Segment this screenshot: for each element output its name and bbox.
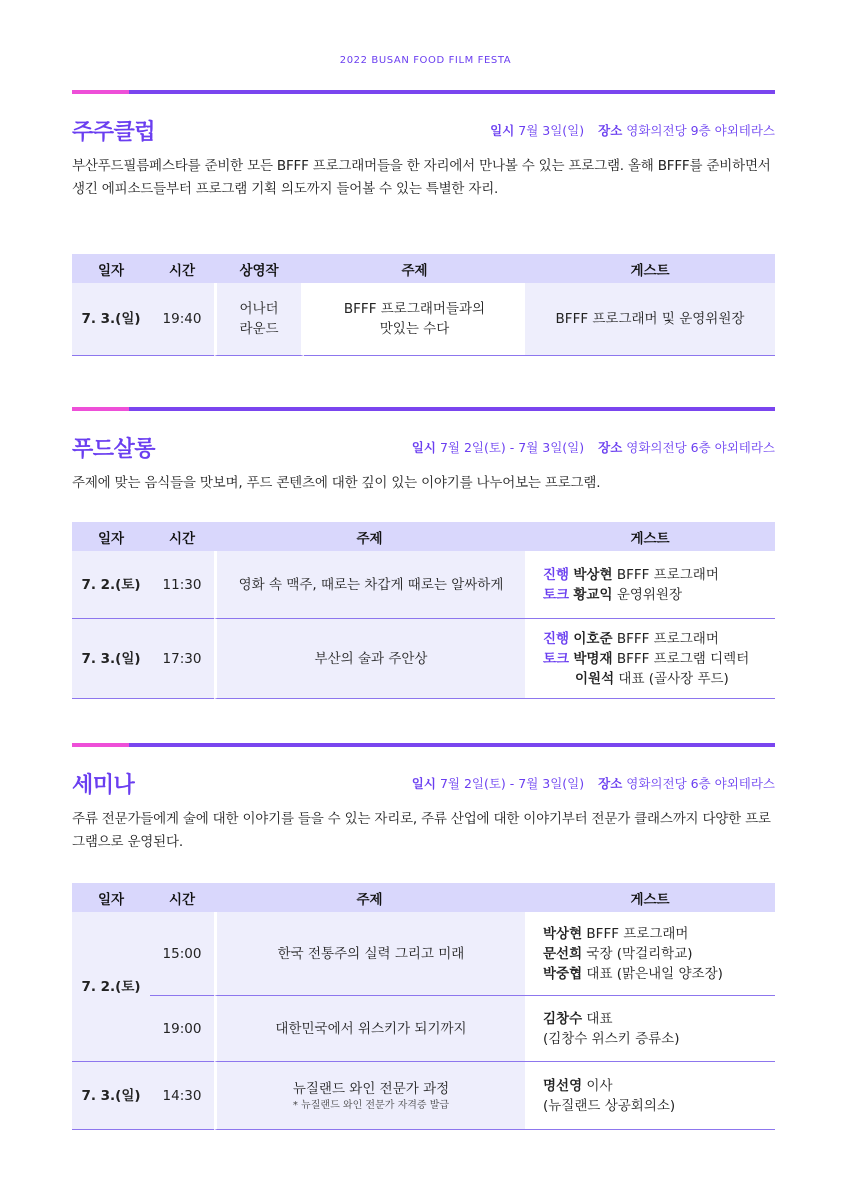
festival-header: 2022 BUSAN FOOD FILM FESTA [339, 55, 512, 66]
cell-time: 14:30 [150, 1062, 214, 1130]
guest-name: 이원석 [575, 670, 615, 687]
col-header: 주제 [304, 254, 525, 283]
topic-text: 뉴질랜드 와인 전문가 과정 [292, 1080, 450, 1097]
date-label: 일시 [411, 440, 436, 455]
guest-title: 국장 (막걸리학교) [586, 945, 693, 962]
guest-role: 토크 [543, 586, 570, 603]
venue-label: 장소 [598, 440, 623, 455]
guest-title: BFFF 프로그래머 [586, 925, 689, 942]
schedule-table [72, 254, 775, 356]
col-header: 주제 [214, 883, 525, 912]
venue-value: 영화의전당 6층 야외테라스 [626, 440, 775, 455]
table-row [72, 996, 775, 1062]
col-header: 게스트 [525, 522, 775, 551]
guest-title: BFFF 프로그래머 [616, 566, 719, 583]
venue-label: 장소 [598, 123, 623, 138]
section-meta [412, 774, 775, 792]
guest-line [543, 1009, 775, 1029]
section-description: 부산푸드필름페스타를 준비한 모든 BFFF 프로그래머들을 한 자리에서 만나볼 수 있는 프로그램. 올해 BFFF를 준비하면서 생긴 에피소드들부터 프로그램 기획 의도까지 들어볼 수 있는 특별한 자리. [72, 158, 771, 197]
schedule-table [72, 883, 775, 1130]
guest-line [543, 669, 775, 689]
cell-time: 19:40 [150, 283, 214, 356]
venue-label: 장소 [598, 776, 623, 791]
table-row [72, 619, 775, 699]
guest-role: 토크 [543, 650, 570, 667]
cell-time: 11:30 [150, 551, 214, 619]
guest-name: 문선희 [543, 945, 583, 962]
cell-date: 7. 3.(일) [72, 1062, 150, 1130]
guest-title: (김창수 위스키 증류소) [543, 1030, 680, 1047]
guest-line [543, 1096, 775, 1116]
cell-topic: 부산의 술과 주안상 [214, 619, 525, 699]
col-header: 시간 [150, 522, 214, 551]
table-header-row [72, 254, 775, 283]
col-header: 시간 [150, 883, 214, 912]
cell-guest [525, 996, 775, 1062]
guest-line [543, 964, 775, 984]
guest-line [543, 944, 775, 964]
cell-topic: 영화 속 맥주, 때로는 차갑게 때로는 알싸하게 [214, 551, 525, 619]
guest-name: 박중협 [543, 965, 583, 982]
guest-role: 진행 [543, 630, 570, 647]
section-title: 푸드살롱 [72, 437, 156, 462]
col-header: 시간 [150, 254, 214, 283]
guest-line [543, 585, 775, 605]
cell-guest: BFFF 프로그래머 및 운영위원장 [525, 283, 775, 356]
guest-title: 대표 [586, 1010, 613, 1027]
guest-title: 이사 [586, 1077, 613, 1094]
section-title: 세미나 [72, 773, 135, 798]
section-title: 주주클럽 [72, 120, 156, 145]
cell-guest [525, 551, 775, 619]
guest-name: 박명재 [573, 650, 613, 667]
guest-name: 명선영 [543, 1077, 583, 1094]
guest-title: BFFF 프로그램 디렉터 [616, 650, 750, 667]
section-description: 주제에 맞는 음식들을 맛보며, 푸드 콘텐츠에 대한 깊이 있는 이야기를 나누어보는 프로그램. [72, 475, 601, 491]
date-label: 일시 [411, 776, 436, 791]
date-label: 일시 [490, 123, 515, 138]
section-divider [72, 90, 775, 94]
table-row [72, 1062, 775, 1130]
guest-name: 박상현 [573, 566, 613, 583]
section-food-salon [72, 407, 775, 707]
col-header: 상영작 [214, 254, 304, 283]
cell-topic: BFFF 프로그래머들과의 맛있는 수다 [304, 283, 525, 356]
schedule-table [72, 522, 775, 699]
guest-line [543, 629, 775, 649]
venue-value: 영화의전당 9층 야외테라스 [626, 123, 775, 138]
col-header: 일자 [72, 883, 150, 912]
venue-value: 영화의전당 6층 야외테라스 [626, 776, 775, 791]
guest-line [543, 1076, 775, 1096]
cell-guest [525, 619, 775, 699]
guest-title: 운영위원장 [616, 586, 683, 603]
cell-date: 7. 2.(토) [72, 551, 150, 619]
section-divider [72, 407, 775, 411]
col-header: 일자 [72, 522, 150, 551]
cell-time: 19:00 [150, 996, 214, 1062]
cell-film: 어나더 라운드 [214, 283, 304, 356]
guest-line [543, 565, 775, 585]
date-value: 7월 3일(일) [518, 123, 585, 138]
guest-line [543, 1029, 775, 1049]
cell-time: 15:00 [150, 912, 214, 996]
guest-title: BFFF 프로그래머 [616, 630, 719, 647]
guest-name: 김창수 [543, 1010, 583, 1027]
cell-date: 7. 2.(토) [72, 912, 150, 1062]
section-juju-club [72, 90, 775, 360]
table-header-row [72, 883, 775, 912]
col-header: 게스트 [525, 883, 775, 912]
cell-date: 7. 3.(일) [72, 283, 150, 356]
section-divider [72, 743, 775, 747]
table-row [72, 912, 775, 996]
guest-title: 대표 (골사장 푸드) [618, 670, 729, 687]
date-value: 7월 2일(토) - 7월 3일(일) [439, 440, 585, 455]
guest-title: 대표 (맑은내일 양조장) [586, 965, 723, 982]
col-header: 일자 [72, 254, 150, 283]
section-seminar [72, 743, 775, 1143]
topic-note: * 뉴질랜드 와인 전문가 자격증 발급 [292, 1099, 450, 1111]
cell-time: 17:30 [150, 619, 214, 699]
cell-guest [525, 912, 775, 996]
cell-date: 7. 3.(일) [72, 619, 150, 699]
section-meta [490, 121, 775, 139]
section-description: 주류 전문가들에게 술에 대한 이야기를 들을 수 있는 자리로, 주류 산업에 대한 이야기부터 전문가 클래스까지 다양한 프로그램으로 운영된다. [72, 811, 771, 850]
guest-line [543, 924, 775, 944]
section-meta [412, 438, 775, 456]
col-header: 주제 [214, 522, 525, 551]
col-header: 게스트 [525, 254, 775, 283]
table-row [72, 283, 775, 356]
cell-topic: 대한민국에서 위스키가 되기까지 [214, 996, 525, 1062]
guest-title: (뉴질랜드 상공회의소) [543, 1097, 676, 1114]
guest-name: 황교익 [573, 586, 613, 603]
guest-name: 이호준 [573, 630, 613, 647]
cell-guest [525, 1062, 775, 1130]
table-header-row [72, 522, 775, 551]
guest-line [543, 649, 775, 669]
guest-role: 진행 [543, 566, 570, 583]
cell-topic [214, 1062, 525, 1130]
date-value: 7월 2일(토) - 7월 3일(일) [439, 776, 585, 791]
guest-name: 박상현 [543, 925, 583, 942]
cell-topic: 한국 전통주의 실력 그리고 미래 [214, 912, 525, 996]
table-row [72, 551, 775, 619]
